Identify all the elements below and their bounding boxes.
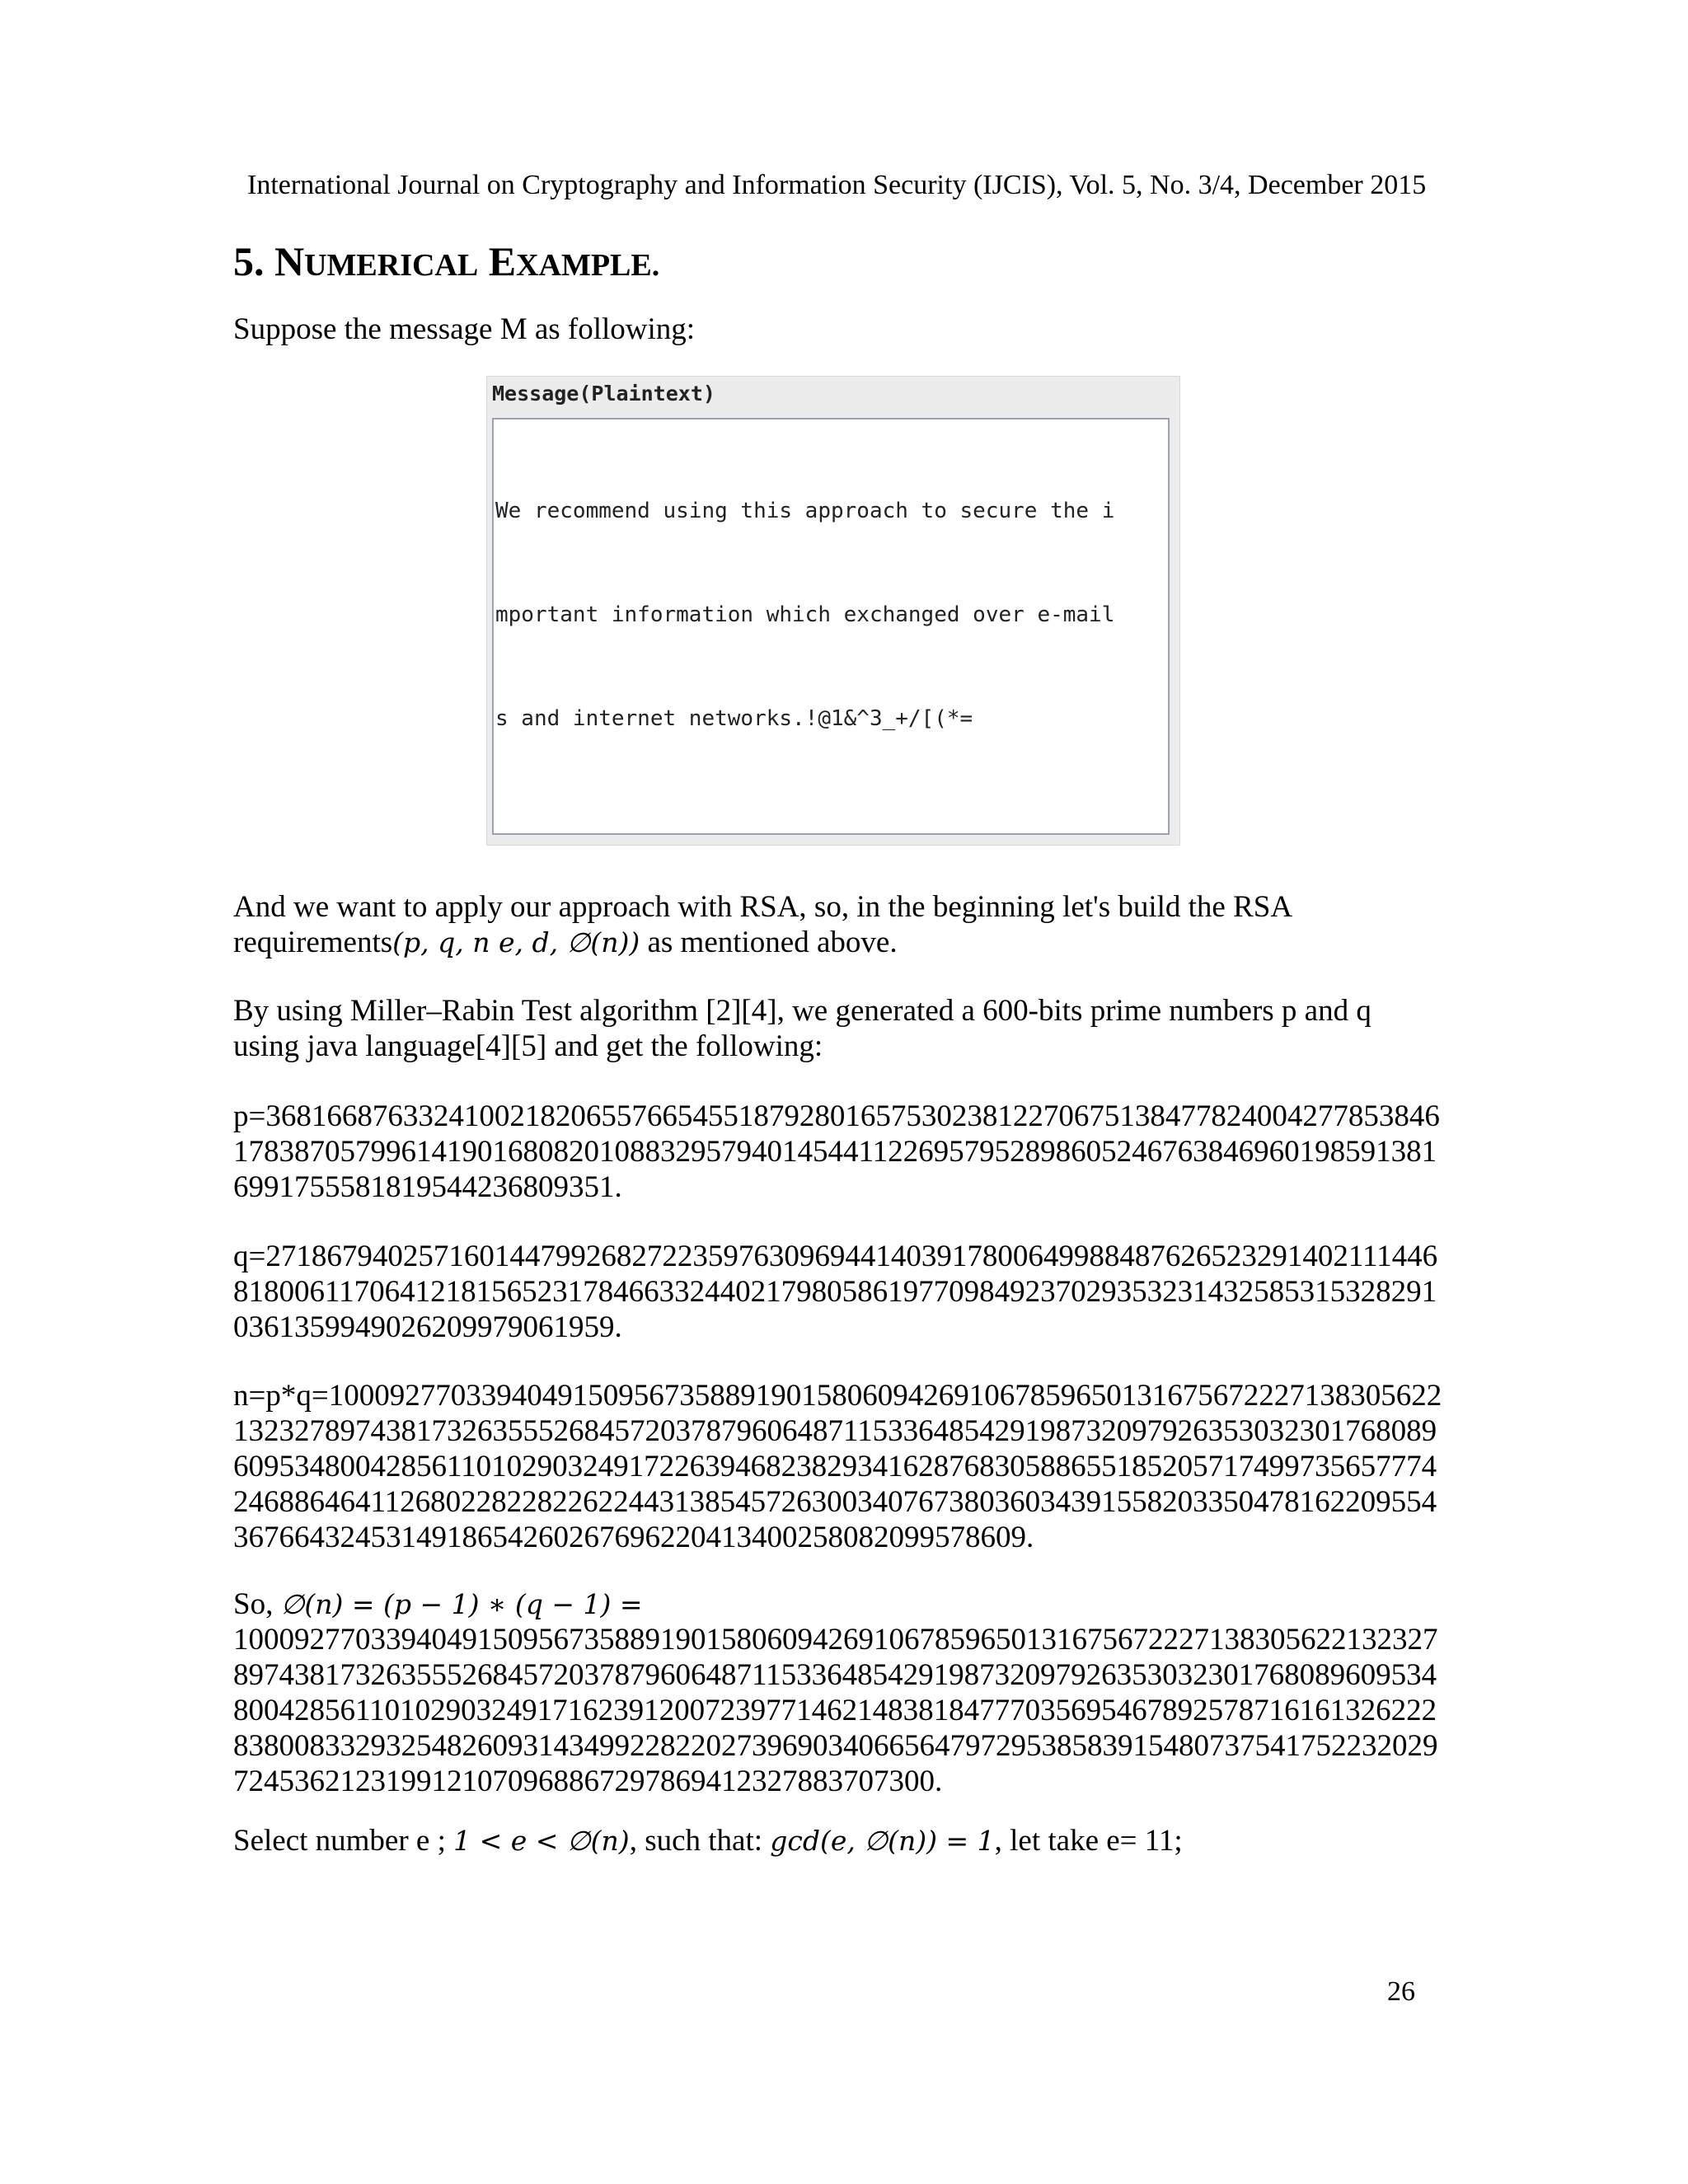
- section-word-numerical: NUMERICAL: [274, 238, 479, 284]
- phi-line: 8004285611010290324917162391200723977146214838184777035695467892578716161326222: [233, 1694, 1437, 1727]
- n-value-block: [233, 1378, 1442, 1555]
- message-textarea[interactable]: [492, 418, 1170, 835]
- p-line: p=3681668763324100218206557665455187928016575302381227067513847782400427785384​6: [233, 1099, 1440, 1133]
- e-range-math: 1 < e < ∅(n): [453, 1825, 630, 1857]
- page-number: 26: [1387, 1976, 1415, 2007]
- section-title: [233, 237, 659, 285]
- message-label: Message(Plaintext): [492, 382, 715, 405]
- p-value-block: [233, 1099, 1440, 1205]
- message-line: s and internet networks.!@1&^3_+/[(*=: [495, 706, 973, 731]
- miller-line-2: using java language[4][5] and get the following:: [233, 1029, 823, 1063]
- q-line: 818006117064121815652317846633244021798058619770984923702935323143258531532829​1: [233, 1275, 1437, 1309]
- n-line: 3676643245314918654260267696220413400258082099578609.: [233, 1521, 1034, 1554]
- apply-line-1: And we want to apply our approach with RSA, so, in the beginning let's build the RSA: [233, 890, 1293, 924]
- section-number: 5.: [233, 238, 265, 284]
- rsa-requirements-math: (p, q, n e, d, ∅(n)): [392, 926, 640, 958]
- q-value-block: [233, 1239, 1437, 1345]
- journal-header: International Journal on Cryptography and Information Security (IJCIS), Vol. 5, No. 3/4, December 2015: [247, 170, 1427, 200]
- select-e-line: Select number e ; 1 < e < ∅(n), such that: gcd(e, ∅(n)) = 1, let take e= 11;: [233, 1824, 1183, 1858]
- q-line: q=2718679402571601447992682722359763096944140391780064998848762652329140211144​6: [233, 1240, 1438, 1273]
- phi-formula-line: So, ∅(n) = (p − 1) ∗ (q − 1) =: [233, 1587, 643, 1621]
- p-line: 178387057996141901680820108832957940145441122695795289860524676384696019859138​1: [233, 1135, 1437, 1169]
- miller-line-1: By using Miller–Rabin Test algorithm [2][4], we generated a 600-bits prime numbers p and q: [233, 994, 1372, 1028]
- miller-paragraph: [233, 993, 1372, 1064]
- phi-formula: ∅(n) = (p − 1) ∗ (q − 1) =: [280, 1588, 643, 1620]
- n-line: n=p*q=1000927703394049150956735889190158060942691067859650131675672227138305622: [233, 1379, 1442, 1413]
- n-line: 609534800428561101029032491722639468238293416287683058865518520571749973565777​4: [233, 1450, 1437, 1483]
- phi-line: 1000927703394049150956735889190158060942691067859650131675672227138305622132327: [233, 1623, 1438, 1657]
- phi-line: 8380083329325482609314349922822027396903406656479729538583915480737541752232029: [233, 1729, 1438, 1763]
- apply-line-2: requirements(p, q, n e, d, ∅(n)) as mentioned above.: [233, 926, 898, 959]
- section-word-example: EXAMPLE.: [488, 238, 660, 284]
- n-line: 132327897438173263555268457203787960648711533648542919873209792635303230176808​9: [233, 1414, 1437, 1448]
- phi-line: 8974381732635552684572037879606487115336485429198732097926353032301768089609534: [233, 1658, 1437, 1692]
- n-line: 246886464112680228228226224431385457263003407673803603439155820335047816220955​4: [233, 1485, 1437, 1519]
- phi-value-block: [233, 1586, 1438, 1799]
- apply-paragraph: [233, 889, 1292, 960]
- p-line: 6991755581819544236809351.: [233, 1170, 622, 1204]
- gcd-math: gcd(e, ∅(n)) = 1: [770, 1825, 995, 1857]
- message-panel: [486, 376, 1180, 846]
- phi-line: 7245362123199121070968867297869412327883707300.: [233, 1765, 943, 1798]
- intro-text: Suppose the message M as following:: [233, 312, 696, 346]
- q-line: 0361359949026209979061959.: [233, 1310, 622, 1344]
- message-line: We recommend using this approach to secure the i: [495, 499, 1115, 523]
- message-line: mportant information which exchanged over e-mail: [495, 602, 1115, 627]
